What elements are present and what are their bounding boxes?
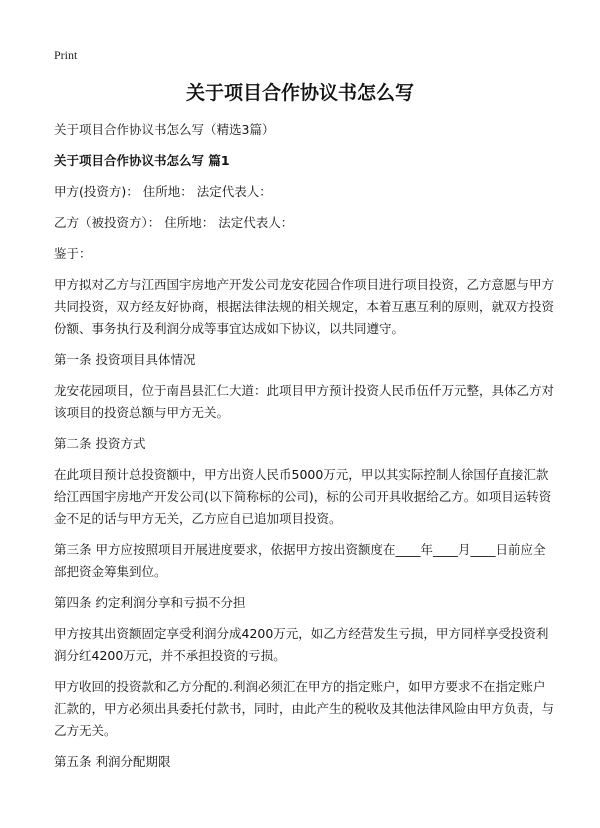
document-title: 关于项目合作协议书怎么写 [185, 82, 414, 104]
section-heading: 关于项目合作协议书怎么写 篇1 [54, 153, 230, 168]
party-a-line: 甲方(投资方)： 住所地： 法定代表人： [54, 184, 272, 199]
article-1-body: 龙安花园项目，位于南昌县汇仁大道：此项目甲方预计投资人民币伍仟万元整，具体乙方对该项目的投资总额与甲方无关。 [54, 383, 555, 420]
paragraph-preamble: 甲方拟对乙方与江西国宇房地产开发公司龙安花园合作项目进行项目投资，乙方意愿与甲方共同投资，双方经友好协商，根据法律法规的相关规定，本着互惠互利的原则，就双方投资份额、事务执行及利润分成等事宜达成如下协议，以共同遵守。 [54, 277, 555, 336]
party-b-line: 乙方（被投资方）： 住所地： 法定代表人： [54, 215, 294, 230]
intro-line: 关于项目合作协议书怎么写（精选3篇） [54, 122, 275, 137]
document-body [54, 119, 554, 781]
article-5-heading: 第五条 利润分配期限 [54, 754, 171, 769]
print-link[interactable]: Print [54, 48, 78, 62]
article-4-body-2: 甲方收回的投资款和乙方分配的.利润必须汇在甲方的指定账户，如甲方要求不在指定账户汇款的，甲方必须出具委托付款书，同时，由此产生的税收及其他法律风险由甲方负责，与乙方无关。 [54, 679, 555, 738]
article-3: 第三条 甲方应按照项目开展进度要求，依据甲方按出资额度在____年____月____日前应全部把资金筹集到位。 [54, 542, 546, 579]
article-2-body: 在此项目预计总投资额中，甲方出资人民币5000万元，甲以其实际控制人徐国仔直接汇款给江西国宇房地产开发公司(以下简称标的公司)，标的公司开具收据给乙方。如项目运转资金不足的话与甲方无关，乙方应自已追加项目投资。 [54, 467, 552, 526]
article-1-heading: 第一条 投资项目具体情况 [54, 352, 196, 367]
article-4-body-1: 甲方按其出资额固定享受利润分成4200万元，如乙方经营发生亏损，甲方同样享受投资利润分红4200万元，并不承担投资的亏损。 [54, 626, 549, 663]
article-4-heading: 第四条 约定利润分享和亏损不分担 [54, 595, 246, 610]
article-2-heading: 第二条 投资方式 [54, 436, 146, 451]
whereas-line: 鉴于： [54, 246, 92, 261]
